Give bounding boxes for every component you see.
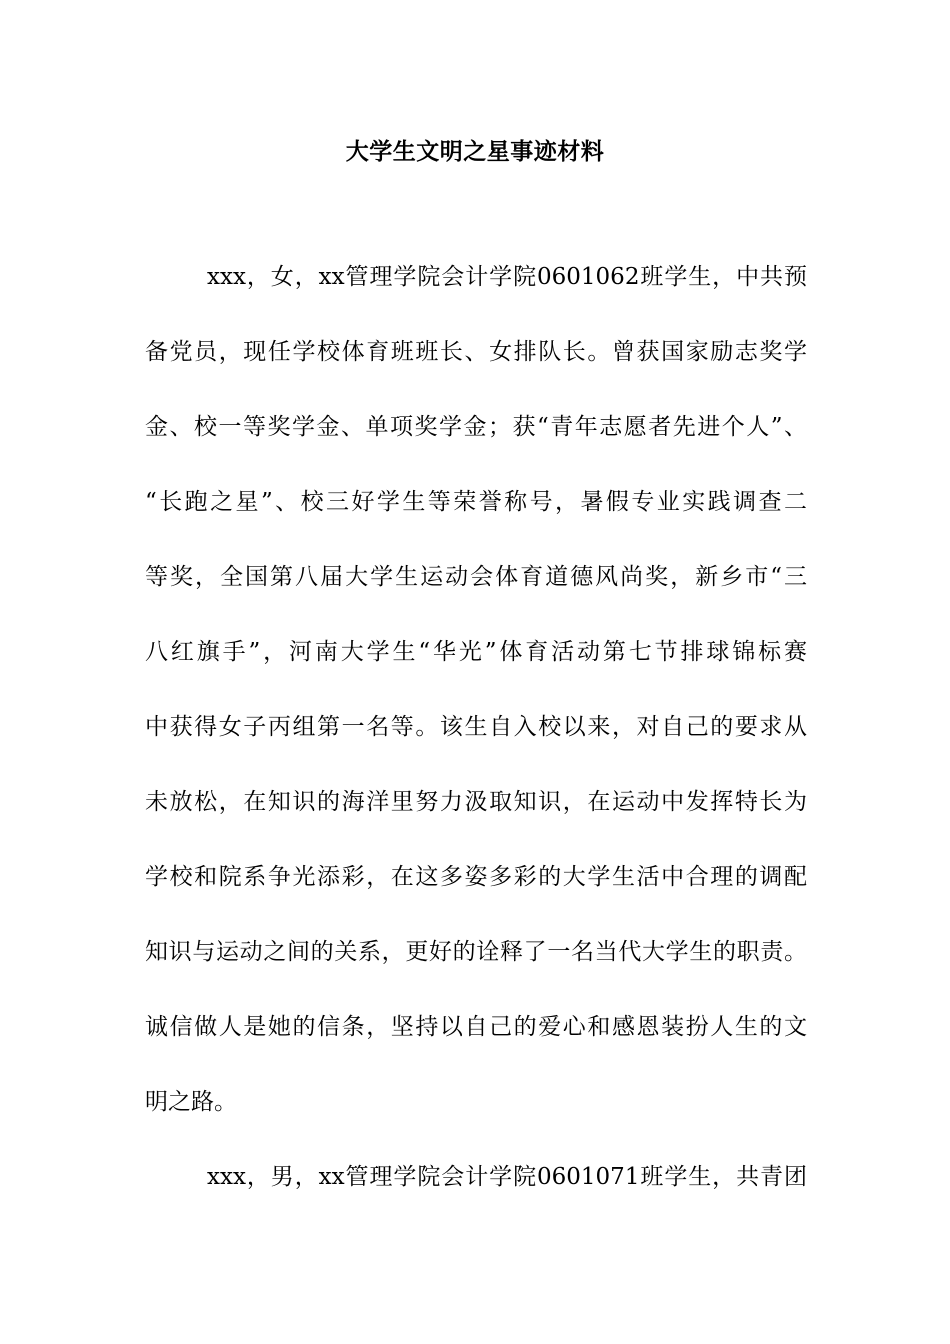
paragraph-line: 备党员，现任学校体育班班长、女排队长。曾获国家励志奖学 [145,339,807,365]
paragraph-line: 中获得女子丙组第一名等。该生自入校以来，对自己的要求从 [145,714,807,740]
paragraph-line: 明之路。 [145,1089,237,1115]
paragraph-line: 知识与运动之间的关系，更好的诠释了一名当代大学生的职责。 [145,939,807,965]
paragraph-line: xxx，男，xx管理学院会计学院0601071班学生，共青团 [207,1164,807,1190]
paragraph-line: 学校和院系争光添彩，在这多姿多彩的大学生活中合理的调配 [145,864,807,890]
paragraph-line: 金、校一等奖学金、单项奖学金；获“青年志愿者先进个人”、 [145,414,807,440]
document-title: 大学生文明之星事迹材料 [345,138,605,165]
paragraph-line: 等奖，全国第八届大学生运动会体育道德风尚奖，新乡市“三 [145,564,807,590]
paragraph-line: xxx，女，xx管理学院会计学院0601062班学生，中共预 [207,264,807,290]
paragraph-line: 未放松，在知识的海洋里努力汲取知识，在运动中发挥特长为 [145,789,807,815]
paragraph-line: “长跑之星”、校三好学生等荣誉称号，暑假专业实践调查二 [145,489,807,515]
paragraph-line: 八红旗手”，河南大学生“华光”体育活动第七节排球锦标赛 [145,639,807,665]
paragraph-line: 诚信做人是她的信条，坚持以自己的爱心和感恩装扮人生的文 [145,1014,807,1040]
